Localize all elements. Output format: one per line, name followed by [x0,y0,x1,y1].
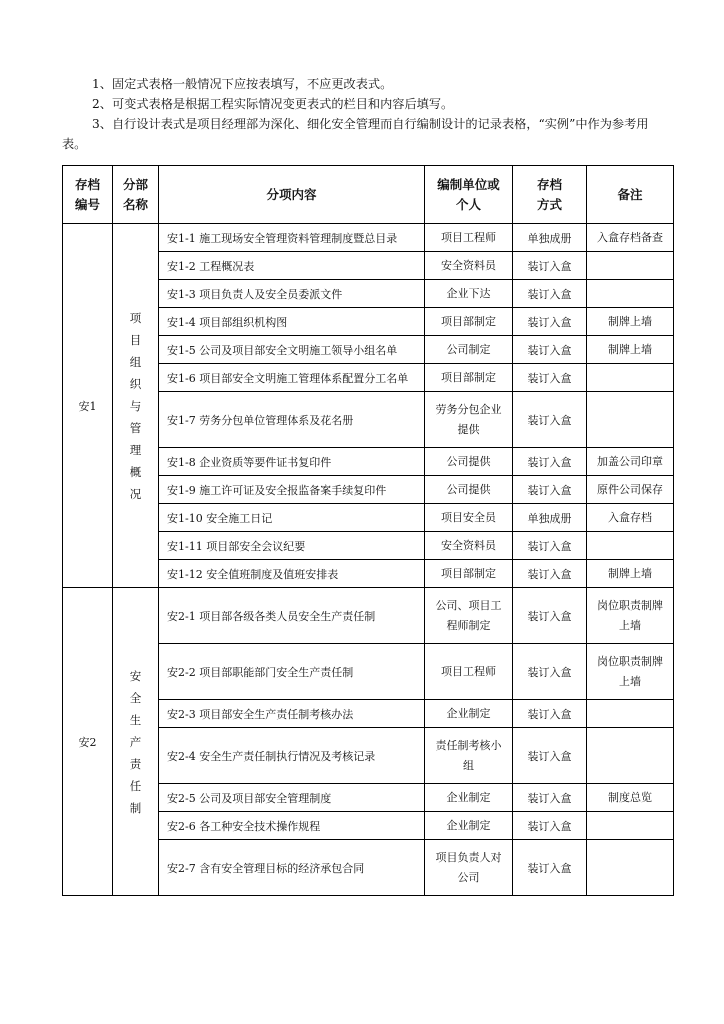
item-content: 安2-7 含有安全管理目标的经济承包合同 [159,840,425,896]
table-row [63,588,674,644]
item-content: 安1-8 企业资质等要件证书复印件 [159,448,425,476]
compiler-unit [425,840,513,896]
remark [587,504,674,532]
archive-method: 单独成册 [513,504,587,532]
remark [587,644,674,700]
header-unit: 编制单位或 个人 [425,166,513,224]
remark [587,224,674,252]
item-content: 安2-1 项目部各级各类人员安全生产责任制 [159,588,425,644]
compiler-unit-line: 项目负责人对 [435,850,502,864]
part-name-char: 与 [129,398,142,413]
remark [587,252,674,280]
remark [587,280,674,308]
compiler-unit [425,784,513,812]
archive-method: 装订入盒 [513,728,587,784]
part-name-char: 项 [129,310,142,325]
compiler-unit [425,252,513,280]
remark-line: 制度总览 [608,790,652,804]
remark [587,588,674,644]
part-name [113,224,159,588]
remark [587,476,674,504]
compiler-unit-line: 项目工程师 [441,664,496,678]
part-name-char: 理 [129,442,142,457]
archive-method: 装订入盒 [513,644,587,700]
remark-line: 入盒存档备查 [597,230,663,244]
archive-table [62,165,674,896]
note-3: 3、自行设计表式是项目经理部为深化、细化安全管理而自行编制设计的记录表格，“实例”中作为参考用表。 [62,117,649,151]
header-method: 存档 方式 [513,166,587,224]
archive-method: 装订入盒 [513,588,587,644]
item-content: 安1-11 项目部安全会议纪要 [159,532,425,560]
remark-line: 上墙 [619,674,641,688]
item-content: 安2-6 各工种安全技术操作规程 [159,812,425,840]
part-name-char: 管 [129,420,142,435]
compiler-unit-line: 企业下达 [446,286,491,300]
remark-line: 岗位职责制牌 [597,654,663,668]
compiler-unit [425,812,513,840]
archive-method: 装订入盒 [513,280,587,308]
compiler-unit [425,336,513,364]
compiler-unit-line: 项目部制定 [441,314,496,328]
compiler-unit-line: 劳务分包企业 [435,402,502,416]
archive-method: 装订入盒 [513,476,587,504]
archive-method: 装订入盒 [513,812,587,840]
compiler-unit-line: 项目工程师 [441,230,496,244]
remark [587,560,674,588]
part-name-char: 生 [129,712,142,727]
item-content: 安2-5 公司及项目部安全管理制度 [159,784,425,812]
compiler-unit [425,364,513,392]
compiler-unit [425,392,513,448]
item-content: 安1-10 安全施工日记 [159,504,425,532]
compiler-unit [425,308,513,336]
item-content: 安1-4 项目部组织机构图 [159,308,425,336]
header-code: 存档 编号 [63,166,113,224]
archive-method: 装订入盒 [513,840,587,896]
header-remark: 备注 [587,166,674,224]
remark [587,700,674,728]
compiler-unit-line: 程师制定 [446,618,491,632]
part-name-char: 安 [129,668,142,683]
compiler-unit-line: 公司制定 [446,342,491,356]
remark [587,784,674,812]
item-content: 安1-6 项目部安全文明施工管理体系配置分工名单 [159,364,425,392]
item-content: 安1-1 施工现场安全管理资料管理制度暨总目录 [159,224,425,252]
compiler-unit-line: 企业制定 [446,818,491,832]
archive-method: 单独成册 [513,224,587,252]
item-content: 安1-9 施工许可证及安全报监备案手续复印件 [159,476,425,504]
compiler-unit-line: 安全资料员 [441,538,496,552]
archive-method: 装订入盒 [513,308,587,336]
item-content: 安2-4 安全生产责任制执行情况及考核记录 [159,728,425,784]
item-content: 安1-3 项目负责人及安全员委派文件 [159,280,425,308]
compiler-unit [425,644,513,700]
part-name-char: 组 [129,354,142,369]
remark-line: 入盒存档 [608,510,652,524]
remark-line: 上墙 [619,618,641,632]
archive-method: 装订入盒 [513,700,587,728]
compiler-unit-line: 提供 [457,422,480,436]
part-name-char: 况 [129,486,142,501]
compiler-unit [425,448,513,476]
compiler-unit [425,700,513,728]
remark [587,728,674,784]
remark-line: 岗位职责制牌 [597,598,663,612]
table-body [63,224,674,896]
instructions [62,74,666,154]
compiler-unit-line: 公司、项目工 [435,598,502,612]
part-name-char: 织 [129,376,142,391]
compiler-unit-line: 公司提供 [446,482,491,496]
header-part: 分部 名称 [113,166,159,224]
remark-line: 制牌上墙 [608,342,652,356]
table-row [63,224,674,252]
part-name-char: 责 [129,756,142,771]
part-name-char: 目 [129,332,142,347]
archive-code: 安1 [63,224,113,588]
part-name-char: 全 [129,690,142,705]
note-1: 1、固定式表格一般情况下应按表填写，不应更改表式。 [92,77,393,91]
compiler-unit-line: 安全资料员 [441,258,496,272]
compiler-unit-line: 项目安全员 [441,510,496,524]
archive-method: 装订入盒 [513,448,587,476]
archive-method: 装订入盒 [513,392,587,448]
remark [587,308,674,336]
compiler-unit [425,476,513,504]
archive-method: 装订入盒 [513,784,587,812]
remark [587,364,674,392]
remark-line: 加盖公司印章 [597,454,663,468]
archive-method: 装订入盒 [513,252,587,280]
header-content: 分项内容 [159,166,425,224]
compiler-unit-line: 公司 [457,870,480,884]
remark [587,840,674,896]
item-content: 安2-3 项目部安全生产责任制考核办法 [159,700,425,728]
compiler-unit-line: 公司提供 [446,454,491,468]
archive-method: 装订入盒 [513,532,587,560]
header-row [63,166,674,224]
part-name-char: 任 [129,778,142,793]
item-content: 安1-12 安全值班制度及值班安排表 [159,560,425,588]
compiler-unit [425,224,513,252]
compiler-unit-line: 项目部制定 [441,370,496,384]
remark-line: 制牌上墙 [608,566,652,580]
item-content: 安2-2 项目部职能部门安全生产责任制 [159,644,425,700]
part-name-char: 产 [129,734,142,749]
remark-line: 制牌上墙 [608,314,652,328]
compiler-unit-line: 企业制定 [446,790,491,804]
compiler-unit-line: 项目部制定 [441,566,496,580]
remark-line: 原件公司保存 [597,482,663,496]
compiler-unit [425,532,513,560]
archive-method: 装订入盒 [513,336,587,364]
item-content: 安1-7 劳务分包单位管理体系及花名册 [159,392,425,448]
compiler-unit [425,504,513,532]
item-content: 安1-5 公司及项目部安全文明施工领导小组名单 [159,336,425,364]
remark [587,532,674,560]
part-name-char: 制 [129,800,142,815]
archive-method: 装订入盒 [513,560,587,588]
compiler-unit [425,588,513,644]
archive-method: 装订入盒 [513,364,587,392]
compiler-unit [425,728,513,784]
remark [587,812,674,840]
compiler-unit [425,560,513,588]
archive-code: 安2 [63,588,113,896]
compiler-unit-line: 企业制定 [446,706,491,720]
compiler-unit-line: 责任制考核小 [435,738,502,752]
remark [587,392,674,448]
part-name [113,588,159,896]
note-2: 2、可变式表格是根据工程实际情况变更表式的栏目和内容后填写。 [92,97,454,111]
compiler-unit [425,280,513,308]
compiler-unit-line: 组 [463,758,474,772]
remark [587,448,674,476]
remark [587,336,674,364]
part-name-char: 概 [129,464,142,479]
item-content: 安1-2 工程概况表 [159,252,425,280]
